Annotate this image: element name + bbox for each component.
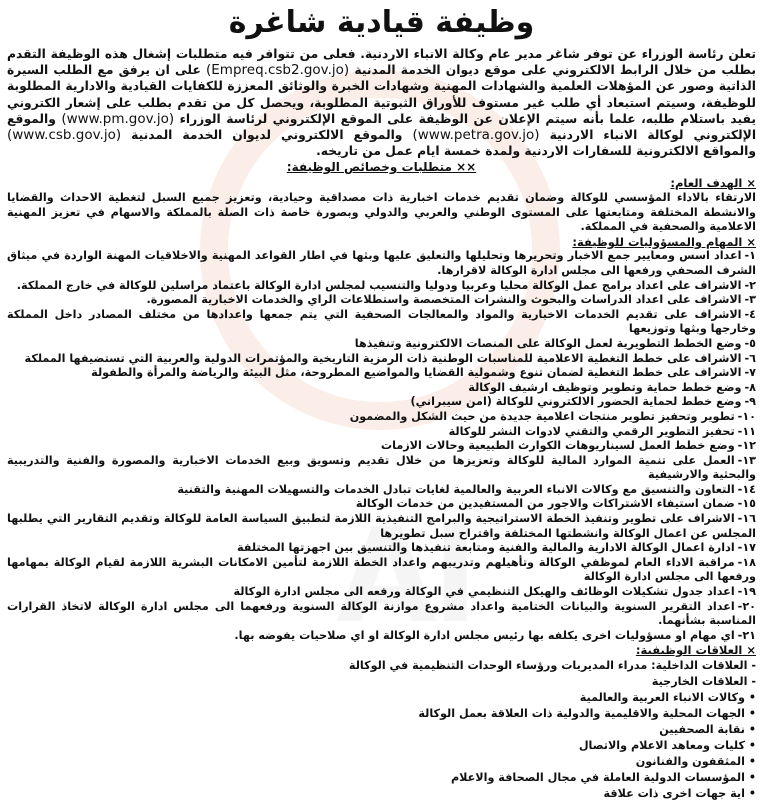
task-text: اي مهام او مسؤوليات اخرى يكلفه بها رئيس مجلس ادارة الوكالة او اي صلاحيات يفوضه بها. (234, 628, 735, 642)
task-item (7, 629, 756, 644)
relation-item: • اية جهات اخرى ذات علاقة (603, 787, 756, 801)
intro-text-4: والموقع الالكتروني لديوان الخدمة المدنية (131, 128, 403, 143)
task-number: ٦- (744, 351, 756, 365)
task-number: ١٧- (737, 541, 756, 555)
task-number: ١٤- (737, 482, 756, 496)
task-number: ٢- (744, 278, 756, 292)
link-petra[interactable]: (www.petra.gov.jo) (412, 127, 540, 144)
task-text: مراقبة الاداء العام لموظفي الوكالة وتأهيلهم وتدريبهم واعداد الخطة اللازمة لتأمين الامكانات البشرية اللازمة لقيام الوكالة بمهامها ورفعها الى مجلس ادارة الوكالة (7, 555, 756, 584)
intro-text-5: والمواقع الالكترونية للسفارات الاردنية ولمدة خمسة ايام عمل من تاريخه. (316, 144, 756, 159)
task-number: ٩- (744, 395, 756, 409)
relation-item: • المؤسسات الدولية العاملة في مجال الصحافة والاعلام (450, 771, 756, 785)
task-item (7, 425, 756, 440)
task-text: تطوير وتحفيز تطوير منتجات اعلامية جديدة من حيث الشكل والمضمون (349, 409, 735, 423)
relation-item: • المثقفون والفنانون (635, 755, 756, 769)
relation-item: - العلاقات الخارجية (651, 675, 756, 689)
task-text: تحفيز التطوير الرقمي والتقني لادوات النشر للوكالة (448, 424, 735, 438)
task-text: اعداد التقرير السنوية والبيانات الختامية واعداد مشروع موازنة الوكالة السنوية ورفعهما الى مجلس ادارة الوكالة لاتخاذ القرارات المناسبة بشأنهما. (7, 599, 756, 628)
task-text: الاشراف على اعداد برامج عمل الوكالة محليا وعربيا ودوليا والتنسيب لمجلس ادارة الوكالة باعتماد مراسلين للوكالة في خارج المملكة. (16, 278, 742, 292)
relation-item: - العلاقات الداخلية: مدراء المديريات ورؤساء الوحدات التنظيمية في الوكالة (348, 659, 756, 673)
task-item (7, 556, 756, 585)
task-number: ١٦- (737, 512, 756, 526)
task-item (7, 308, 756, 337)
task-item (7, 454, 756, 483)
relation-item: • كليات ومعاهد الاعلام والاتصال (578, 739, 756, 753)
task-number: ١٩- (737, 585, 756, 599)
task-item (7, 381, 756, 396)
task-text: وضع خطط العمل لسيناريوهات الكوارث الطبيعية وحالات الازمات (380, 439, 735, 453)
relations-heading: × العلاقات الوظيفية: (635, 643, 756, 658)
intro-text-2: على ان يرفق مع الطلب السيرة الذاتية وصور عن المؤهلات العلمية والشهادات المهنية وشهادات الخبرة والوثائق المعززة للكفايات القيادية والادارية المطلوبة للوظيفة، وسيتم استبعاد أي طلب غير مستوف للأوراق الثبوتية المطلوبة، ويحصل كل من تقدم بطلب على إشعار الكتروني يفيد باستلام طلبه، علما بأنه سيتم الإعلان عن الوظيفة على الموقع الإلكتروني لرئاسة الوزراء (7, 63, 756, 126)
task-number: ٤- (744, 307, 756, 321)
task-text: اعداد اسس ومعايير جمع الاخبار وتحريرها وتحليلها والتعليق عليها وبثها في اطار القواعد المهنية والاخلاقيات المهنة الواردة في ميثاق الشرف الصحفي ورفعها الى مجلس ادارة الوكالة لاقرارها. (7, 249, 756, 277)
task-text: الاشراف على خطط التغطية الاعلامية للمناسبات الوطنية ذات الرمزية التاريخية والمؤتمرات الدولية والعربية التي تستضيفها المملكة (24, 351, 742, 365)
task-number: ٣- (744, 293, 756, 307)
task-number: ١٥- (737, 497, 756, 511)
link-empreq[interactable]: (Empreq.csb2.gov.jo) (206, 62, 350, 79)
task-item (7, 352, 756, 367)
link-pm[interactable]: (www.pm.gov.jo) (61, 110, 175, 127)
intro-paragraph (7, 46, 756, 159)
task-text: العمل على تنمية الموارد المالية للوكالة وتعزيزها من خلال تقديم وتسويق وبيع الخدمات الاخبارية والمصورة والفنية والتدريبية والبحثية والارشيفية (7, 453, 756, 482)
task-item (7, 279, 756, 294)
relation-item: • الجهات المحلية والاقليمية والدولية ذات العلاقة بعمل الوكالة (418, 707, 756, 721)
task-text: وضع الخطط التطويرية لعمل الوكالة على المنصات الالكترونية وتنفيذها (354, 336, 742, 350)
task-item (7, 366, 756, 381)
task-item (7, 600, 756, 629)
task-item (7, 497, 756, 512)
goal-text: الارتقاء بالاداء المؤسسي للوكالة وضمان تقديم خدمات اخبارية ذات مصداقية وحيادية، وتعزيز جميع السبل لتغطية الاحداث والقضايا والانشطة المختلفة ومتابعتها على المستوى الوطني والعربي والدولي وبصورة خاصة ذات الصلة بالمملكة والاسهام في تعزيز المهنية الاعلامية والصحفية في المملكة. (7, 191, 756, 234)
task-text: الاشراف على تطوير وتنفيذ الخطة الاستراتيجية والبرامج التنفيذية اللازمة لتطبيق السياسة العامة للوكالة وتقديم التقارير التي يطلبها المجلس عن اعمال الوكالة وانشطتها المختلفة واقتراح سبل تطويرها (7, 512, 756, 540)
task-item (7, 410, 756, 425)
watermark-logo: Al (336, 500, 474, 652)
task-item (7, 585, 756, 600)
task-number: ١٣- (737, 453, 756, 467)
task-text: ادارة اعمال الوكالة الادارية والمالية والفنية ومتابعة تنفيذها والتنسيق بين اجهزتها المختلفة (237, 541, 735, 555)
relation-item: • وكالات الانباء العربية والعالمية (579, 691, 756, 705)
task-number: ١١- (737, 424, 756, 438)
task-text: الاشراف على اعداد الدراسات والبحوث والنشرات المتخصصة واستطلاعات الراي والخدمات الاخبارية المصورة. (146, 293, 742, 307)
link-csb[interactable]: (www.csb.gov.jo) (7, 127, 122, 144)
task-item (7, 541, 756, 556)
task-number: ٢١- (737, 628, 756, 642)
intro-text-3: والموقع الإلكتروني لوكالة الانباء الاردنية (7, 111, 757, 143)
task-text: ضمان استيفاء الاشتراكات والاجور من المستفيدين من خدمات الوكالة (355, 497, 735, 511)
task-text: وضع خطط لحماية الحضور الالكتروني للوكالة (امن سيبراني) (410, 395, 742, 409)
goal-heading: × الهدف العام: (670, 176, 756, 191)
task-text: الاشراف على خطط التغطية لضمان تنوع وشمولية القضايا والمواضيع المطروحة، مثل البيئة والرياضة والمرأة والطفولة (91, 366, 742, 380)
tasks-heading: × المهام والمسؤوليات للوظيفة: (572, 234, 756, 249)
page-title: وظيفة قيادية شاغرة (228, 5, 535, 40)
task-item (7, 293, 756, 308)
intro-text-1: تعلن رئاسة الوزراء عن توفر شاغر مدير عام وكالة الانباء الاردنية. فعلى من تتوافر فيه متطلبات إشغال هذه الوظيفة التقدم بطلب من خلال الرابط الالكتروني على موقع ديوان الخدمة المدنية (7, 47, 757, 78)
requirements-subtitle: ×× متطلبات وخصائص الوظيفة: (286, 160, 477, 175)
task-number: ١٨- (737, 555, 756, 569)
task-number: ٢٠- (737, 599, 756, 613)
task-text: اعداد جدول تشكيلات الوظائف والهيكل التنظيمي في الوكالة ورفعه الى مجلس ادارة الوكالة (233, 585, 735, 599)
task-item (7, 483, 756, 498)
task-number: ١- (744, 249, 756, 263)
task-text: التعاون والتنسيق مع وكالات الانباء العربية والعالمية لغايات تبادل الخدمات والتسهيلات المهنية والتقنية (177, 482, 735, 496)
task-number: ٥- (744, 336, 756, 350)
task-text: الاشراف على تقديم الخدمات الاخبارية والمواد والمعالجات الصحفية التي يتم جمعها واعدادها من مختلف المصادر داخل المملكة وخارجها وبثها وتوزيعها (7, 307, 756, 336)
task-number: ١٠- (737, 409, 756, 423)
task-item (7, 249, 756, 278)
task-number: ١٢- (737, 439, 756, 453)
task-number: ٧- (744, 366, 756, 380)
task-number: ٨- (744, 380, 756, 394)
task-item (7, 337, 756, 352)
task-item (7, 439, 756, 454)
relation-item: • نقابة الصحفيين (659, 723, 756, 737)
task-text: وضع خطط حماية وتطوير وتوظيف ارشيف الوكالة (468, 380, 742, 394)
task-item (7, 512, 756, 541)
task-item (7, 395, 756, 410)
relations-list (7, 658, 756, 802)
tasks-list (7, 249, 756, 643)
